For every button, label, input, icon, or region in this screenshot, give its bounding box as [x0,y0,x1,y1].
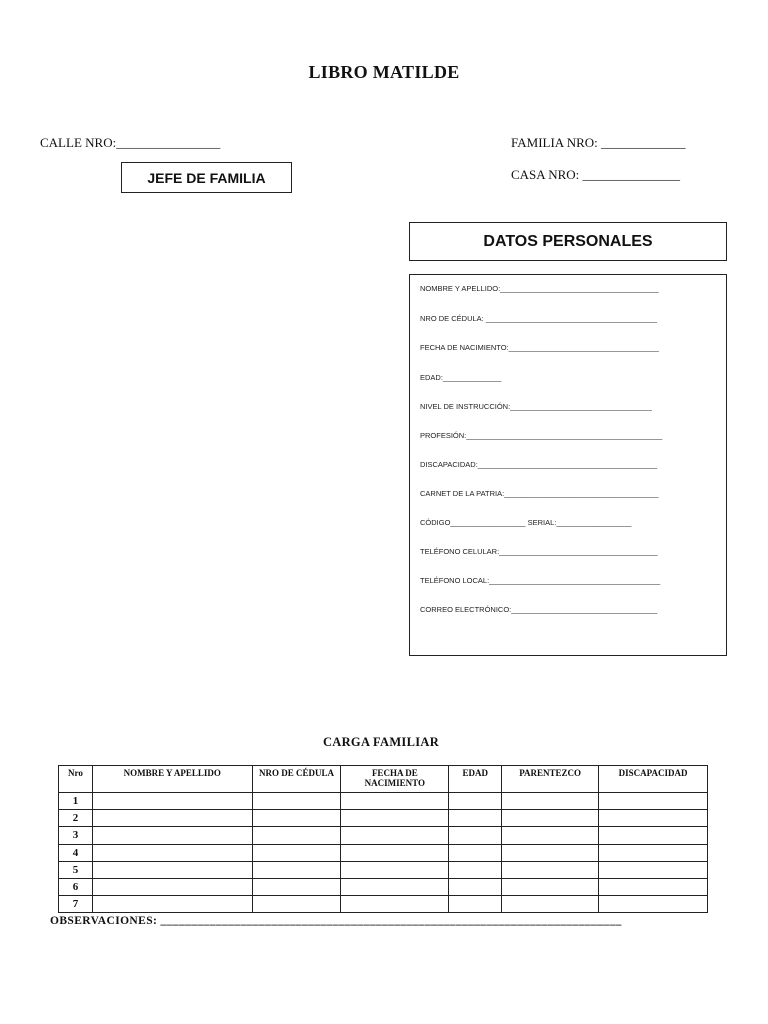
carga-familiar-title: CARGA FAMILIAR [322,735,440,749]
datos-personales-box: DATOS PERSONALES [409,222,727,261]
row-number: 2 [59,810,93,827]
table-row [59,810,708,827]
document-title: LIBRO MATILDE [308,62,460,82]
discapacidad-field: DISCAPACIDAD:___________________________________________ [420,460,658,469]
col-header-nombre: NOMBRE Y APELLIDO [92,766,252,793]
telefono-local-field: TELÉFONO LOCAL:_________________________________________ [420,576,661,585]
correo-field: CORREO ELECTRÓNICO:___________________________________ [420,605,658,614]
col-header-cedula: NRO DE CÉDULA [252,766,341,793]
row-number: 3 [59,827,93,844]
row-number: 1 [59,793,93,810]
family-table [58,765,708,913]
observaciones-field: OBSERVACIONES: ___________________________________________________________________________ [50,915,622,927]
table-row [59,896,708,913]
col-header-parentezco: PARENTEZCO [502,766,599,793]
table-row [59,793,708,810]
row-number: 4 [59,844,93,861]
nivel-instruccion-field: NIVEL DE INSTRUCCIÓN:__________________________________ [420,402,652,411]
profesion-field: PROFESIÓN:_______________________________________________ [420,431,663,440]
col-header-nro: Nro [59,766,93,793]
table-row [59,827,708,844]
edad-field: EDAD:______________ [420,373,502,382]
personal-data-box [409,274,727,656]
nombre-field: NOMBRE Y APELLIDO:______________________________________ [420,284,659,293]
table-row [59,844,708,861]
fecha-nacimiento-field: FECHA DE NACIMIENTO:____________________________________ [420,343,659,352]
col-header-discapacidad: DISCAPACIDAD [599,766,708,793]
row-number: 7 [59,896,93,913]
table-header-row [59,766,708,793]
cedula-field: NRO DE CÉDULA: _________________________________________ [420,314,657,323]
familia-field: FAMILIA NRO: _____________ [511,135,686,150]
calle-field: CALLE NRO:________________ [40,135,221,150]
casa-field: CASA NRO: _______________ [511,167,681,182]
col-header-edad: EDAD [449,766,502,793]
table-row [59,878,708,895]
row-number: 5 [59,861,93,878]
row-number: 6 [59,878,93,895]
telefono-celular-field: TELÉFONO CELULAR:______________________________________ [420,547,658,556]
table-row [59,861,708,878]
carnet-patria-field: CARNET DE LA PATRIA:_____________________________________ [420,489,659,498]
codigo-serial-field: CÓDIGO__________________ SERIAL:__________________ [420,518,632,527]
col-header-fecha: FECHA DE NACIMIENTO [341,766,449,793]
jefe-de-familia-box: JEFE DE FAMILIA [121,162,292,193]
